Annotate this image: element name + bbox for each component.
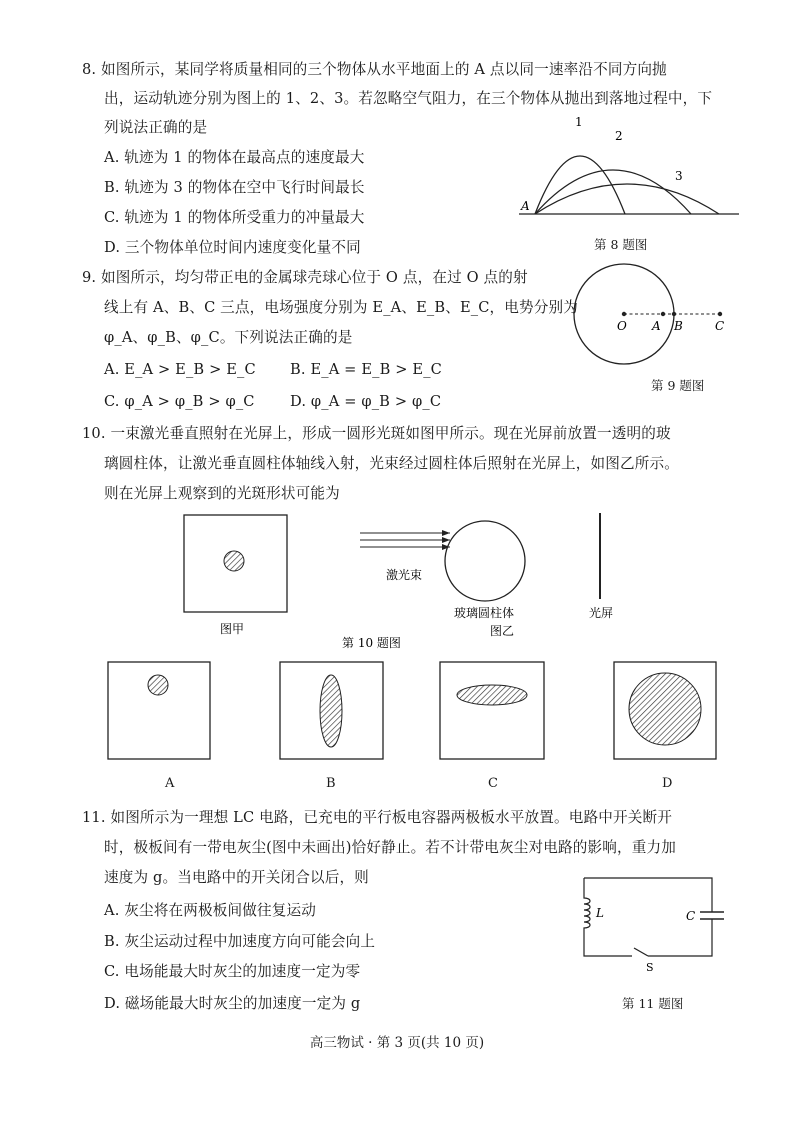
q10-cylinder-label: 玻璃圆柱体 [454, 606, 515, 620]
q10-figure-caption: 第 10 题图 [342, 636, 401, 650]
q10-option-d-spot [629, 673, 701, 745]
q10-screen-label: 光屏 [589, 606, 614, 620]
q11-option-d: D. 磁场能最大时灰尘的加速度一定为 g [104, 995, 361, 1012]
q10-jia-caption: 图甲 [220, 622, 245, 636]
q10-option-c-screen [440, 662, 544, 759]
q8-stem-line-1: 8. 如图所示，某同学将质量相同的三个物体从水平地面上的 A 点以同一速率沿不同方向抛 [82, 61, 667, 78]
q10-glass-cylinder [445, 521, 525, 601]
q10-option-a-label: A [165, 776, 175, 791]
q9-label-o: O [617, 319, 627, 333]
q9-stem-line-2: 线上有 A、B、C 三点，电场强度分别为 E_A、E_B、E_C，电势分别为 [104, 299, 578, 316]
q11-stem-line-3: 速度为 g。当电路中的开关闭合以后，则 [104, 869, 369, 886]
q8-stem-line-2: 出，运动轨迹分别为图上的 1、2、3。若忽略空气阻力，在三个物体从抛出到落地过程中，下 [104, 90, 713, 107]
q9-sphere-figure [570, 262, 745, 372]
q9-label-c: C [715, 319, 725, 333]
q10-jia-spot [224, 551, 244, 571]
q8-option-b: B. 轨迹为 3 的物体在空中飞行时间最长 [104, 179, 365, 196]
q9-option-c: C. φ_A > φ_B > φ_C [104, 393, 255, 410]
q10-stem-line-2: 璃圆柱体，让激光垂直圆柱体轴线入射，光束经过圆柱体后照射在光屏上，如图乙所示。 [104, 455, 680, 472]
q10-option-c-label: C [488, 776, 498, 791]
q9-stem-line-1: 9. 如图所示，均匀带正电的金属球壳球心位于 O 点，在过 O 点的射 [82, 269, 528, 286]
q10-stem-line-3: 则在光屏上观察到的光斑形状可能为 [104, 485, 340, 502]
q9-option-d: D. φ_A = φ_B > φ_C [290, 393, 442, 410]
q11-label-c: C [686, 909, 696, 923]
q9-option-b: B. E_A = E_B > E_C [290, 361, 442, 378]
q9-figure-caption: 第 9 题图 [651, 378, 705, 393]
q11-option-a: A. 灰尘将在两极板间做往复运动 [104, 902, 316, 919]
q11-stem-line-1: 11. 如图所示为一理想 LC 电路，已充电的平行板电容器两极板水平放置。电路中开关断开 [82, 809, 672, 826]
q10-options-figure [100, 656, 720, 766]
q11-option-c: C. 电场能最大时灰尘的加速度一定为零 [104, 963, 361, 980]
q8-point-a: A [521, 199, 530, 213]
q8-stem-line-3: 列说法正确的是 [104, 119, 208, 136]
q8-trajectory-figure [515, 112, 745, 224]
q9-stem-line-3: φ_A、φ_B、φ_C。下列说法正确的是 [104, 329, 353, 346]
q11-option-b: B. 灰尘运动过程中加速度方向可能会向上 [104, 933, 376, 950]
q10-stem-line-1: 10. 一束激光垂直照射在光屏上，形成一圆形光斑如图甲所示。现在光屏前放置一透明的玻 [82, 425, 671, 442]
q10-option-b-label: B [326, 776, 336, 791]
q10-option-c-spot [457, 685, 527, 705]
q9-option-a: A. E_A > E_B > E_C [104, 361, 256, 378]
q11-figure-caption: 第 11 题图 [622, 996, 684, 1011]
q8-curve-label-1: 1 [575, 115, 583, 129]
q11-stem-line-2: 时，极板间有一带电灰尘(图中未画出)恰好静止。若不计带电灰尘对电路的影响，重力加 [104, 839, 676, 856]
q10-setup-figure [170, 505, 640, 655]
q8-option-a: A. 轨迹为 1 的物体在最高点的速度最大 [104, 149, 365, 166]
q8-figure-caption: 第 8 题图 [594, 237, 648, 252]
q9-label-a: A [652, 319, 661, 333]
q10-option-a-spot [148, 675, 168, 695]
q11-label-s: S [646, 961, 654, 974]
q11-label-l: L [596, 906, 604, 920]
q8-option-c: C. 轨迹为 1 的物体所受重力的冲量最大 [104, 209, 365, 226]
page-footer: 高三物试 · 第 3 页(共 10 页) [309, 1035, 485, 1051]
q10-yi-caption: 图乙 [490, 624, 515, 638]
q8-option-d: D. 三个物体单位时间内速度变化量不同 [104, 239, 361, 256]
q8-curve-label-2: 2 [615, 129, 623, 143]
q8-curve-label-3: 3 [675, 169, 683, 183]
q11-lc-circuit-figure [570, 868, 730, 974]
q10-option-b-spot [320, 675, 342, 747]
q10-beam-label: 激光束 [386, 568, 423, 582]
q9-label-b: B [674, 319, 683, 333]
q10-option-d-label: D [662, 776, 673, 791]
